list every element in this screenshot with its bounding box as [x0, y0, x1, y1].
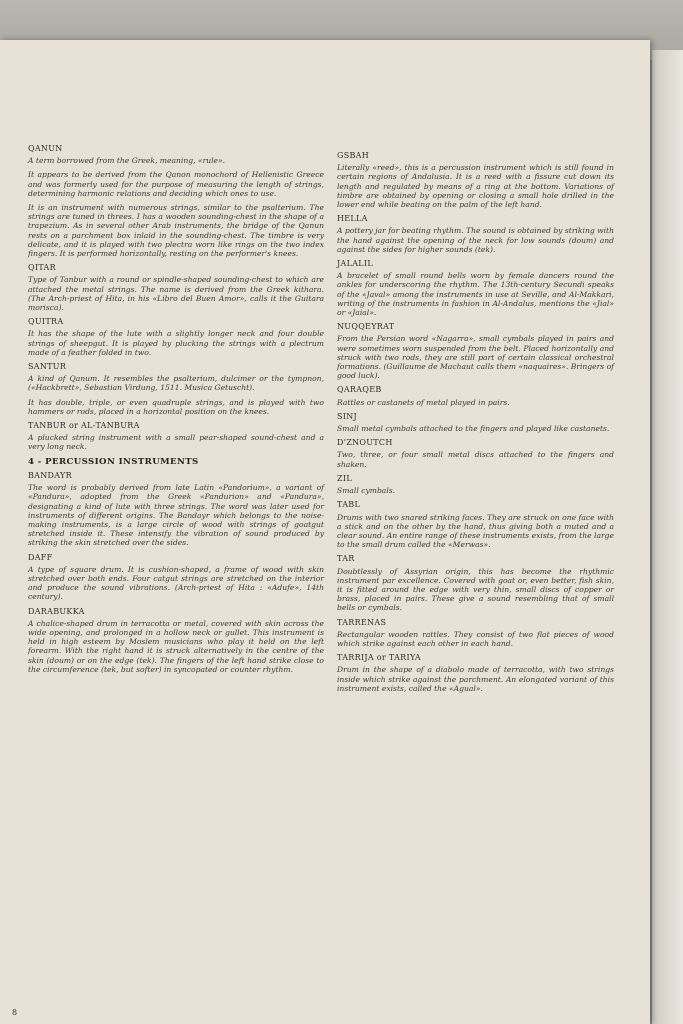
entry-paragraph: A chalice-shaped drum in terracotta or metal, covered with skin across the wide opening, and prolonged in a hollow neck or gullet. This instrument is held in high esteem by Moslem musicians who play it held on the left forearm. With the right hand it is struck alternatively in the centre of the skin (doum) or on the edge (tek). The fingers of the left hand strike close to the circumference (tek, but softer) in syncopated or counter rhythm.: [28, 618, 324, 674]
entry-heading: TARRIJA or TARIYA: [337, 653, 421, 663]
section-block: [28, 458, 324, 467]
entry-heading: QANUN: [28, 144, 63, 153]
entry-heading: TAR: [337, 554, 355, 564]
entry-block: [28, 317, 324, 357]
entry-heading: GSBAH: [337, 151, 370, 160]
entry-heading: SINJ: [337, 411, 358, 421]
entry-paragraph: Small metal cymbals attached to the fingers and played like castanets.: [337, 424, 610, 434]
entry-block: [28, 421, 324, 452]
entry-block: [337, 151, 614, 209]
entry-block: [337, 259, 614, 317]
entry-block: [337, 618, 614, 649]
entry-heading: TABL: [337, 500, 361, 510]
entry-paragraph: A term borrowed from the Greek, meaning, «rule».: [28, 156, 226, 166]
entry-heading: HELLA: [337, 214, 368, 224]
entry-heading: QUITRA: [28, 317, 64, 327]
entry-paragraph: The word is probably derived from late Latin «Pandorium», a variant of «Pandura», adopted from the Greek «Pandurion» and «Pandura», designating a kind of lute with three strings. The word was later used for instruments of different origins. The Bandayr which belongs to the noise-making instruments, is a large circle of wood with strings of goatgut stretched inside it. These intensify the vibration of sound produced by striking the skin stretched over the sides.: [28, 483, 324, 548]
entry-paragraph: It is an instrument with numerous strings, similar to the psalterium. The strings are tuned in threes. I has a wooden sounding-chest in the shape of a trapezium. As in several other Arab instruments, the bridge of the Qanun rests on a parchment box inlaid in the sounding-chest. The timbre is very delicate, and it is played with two plectra worn like rings on the two index fingers. It is performed horizontally, resting on the performer's knees.: [28, 203, 324, 259]
entry-paragraph: A pottery jar for beating rhythm. The sound is obtained by striking with the hand against the opening of the neck for low sounds (doum) and against the sides for higher sounds (tek).: [337, 226, 614, 254]
entry-heading: NUQQEYRAT: [337, 322, 395, 332]
entry-block: [28, 471, 324, 548]
page-number: 8: [12, 1008, 18, 1017]
entry-paragraph: Small cymbals.: [337, 486, 396, 496]
entry-block: [28, 144, 324, 258]
entry-paragraph: A bracelet of small round bells worn by female dancers round the ankles for underscoring the rhythm. The 13th-century Secundi speaks of the «Javal» among the instruments in use at Seville, and Al-Makkari, writing of the instruments in fashion in Al-Andalus, mentions the «Jial» or «Jaial».: [337, 271, 614, 318]
entry-paragraph: Doubtlessly of Assyrian origin, this has become the rhythmic instrument par excellence. Covered with goat or, even better, fish skin, it is fitted around the edge with very thin, small discs of copper or brass, placed in pairs. These give a sound resembling that of small bells or cymbals.: [337, 566, 614, 613]
entry-block: [28, 607, 324, 674]
entry-block: [337, 554, 614, 612]
entry-block: [337, 412, 614, 433]
entry-heading: DAFF: [28, 552, 53, 562]
entry-block: [28, 553, 324, 602]
entry-block: [337, 474, 614, 495]
entry-paragraph: Drums with two snared striking faces. They are struck on one face with a stick and on the other by the hand, thus giving both a muted and a clear sound. An entire range of these instruments exists, from the large to the small drum called the «Merwas».: [337, 512, 614, 550]
entry-heading: BANDAYR: [28, 470, 72, 480]
entry-block: [337, 322, 614, 380]
entry-heading: JALALIL: [337, 259, 373, 269]
entry-paragraph: It has double, triple, or even quadruple strings, and is played with two hammers or rods, placed in a horizontal position on the knees.: [28, 397, 324, 416]
entry-heading: D'ZNOUTCH: [337, 438, 393, 448]
entry-paragraph: Drum in the shape of a diabolo made of terracotta, with two strings inside which strike against the parchment. An elongated variant of this instrument exists, called the «Agual».: [337, 665, 614, 693]
entry-paragraph: A plucked string instrument with a small pear-shaped sound-chest and a very long neck.: [28, 433, 324, 452]
entry-paragraph: Rectangular wooden rattles. They consist of two flat pieces of wood which strike against each other in each hand.: [337, 629, 614, 648]
entry-block: [337, 385, 614, 406]
entry-heading: QARAQEB: [337, 385, 382, 395]
entry-paragraph: Two, three, or four small metal discs attached to the fingers and shaken.: [337, 450, 614, 469]
entry-paragraph: A type of square drum. It is cushion-shaped, a frame of wood with skin stretched over both ends. Four catgut strings are stretched on the interior and produce the sound vibrations. (Arch-priest of Hita : «Adufe», 14th century).: [28, 564, 324, 602]
adjacent-page-edge: [652, 50, 683, 1024]
entry-heading: DARABUKKA: [28, 606, 85, 616]
entry-block: [337, 214, 614, 254]
entry-block: [28, 263, 324, 312]
entry-heading: TARRENAS: [337, 617, 387, 627]
right-column: [337, 147, 614, 698]
entry-paragraph: Rattles or castanets of metal played in pairs.: [337, 397, 510, 407]
section-heading: 4 - PERCUSSION INSTRUMENTS: [28, 456, 199, 467]
entry-heading: QITAR: [28, 263, 56, 273]
entry-block: [337, 653, 614, 693]
entry-heading: SANTUR: [28, 362, 67, 372]
page-sheet: [0, 40, 650, 1024]
entry-heading: TANBUR or AL-TANBURA: [28, 421, 140, 431]
entry-block: [28, 362, 324, 416]
entry-paragraph: Type of Tanbur with a round or spindle-shaped sounding-chest to which are attached the metal strings. The name is derived from the Greek kithara. (The Arch-priest of Hita, in his «Libro del Buen Amor», calls it the Guitara morisca).: [28, 275, 324, 313]
entry-paragraph: It has the shape of the lute with a slightly longer neck and four double strings of sheepgut. It is played by plucking the strings with a plectrum made of a feather folded in two.: [28, 329, 324, 357]
entry-paragraph: Literally «reed», this is a percussion instrument which is still found in certain regions of Andalusia. It is a reed with a fissure cut down its length and regulated by means of a ring at the bottom. Variations of timbre are obtained by opening or closing a small hole drilled in the lower end while beating on the palm of the left hand.: [337, 163, 614, 210]
entry-block: [337, 500, 614, 549]
left-column: [28, 140, 324, 679]
entry-heading: ZIL: [337, 473, 352, 483]
entry-paragraph: From the Persian word «Nagarra», small cymbals played in pairs and were sometimes worn suspended from the belt. Placed horizontally and struck with two rods, they are still part of certain classical orchestral formations. (Guillaume de Machaut calls them «naquaires». Bringers of good luck).: [337, 334, 614, 381]
entry-block: [337, 438, 614, 469]
entry-paragraph: It appears to be derived from the Qanon monochord of Hellenistic Greece and was formerly used for the purpose of measuring the length of strings, determining harmonic relations and deciding which ones to use.: [28, 170, 324, 198]
entry-paragraph: A kind of Qanum. It resembles the psalterium, dulcimer or the tympnon, («Hackbrett», Sebastian Virdung, 1511. Musica Getuscht).: [28, 374, 324, 393]
